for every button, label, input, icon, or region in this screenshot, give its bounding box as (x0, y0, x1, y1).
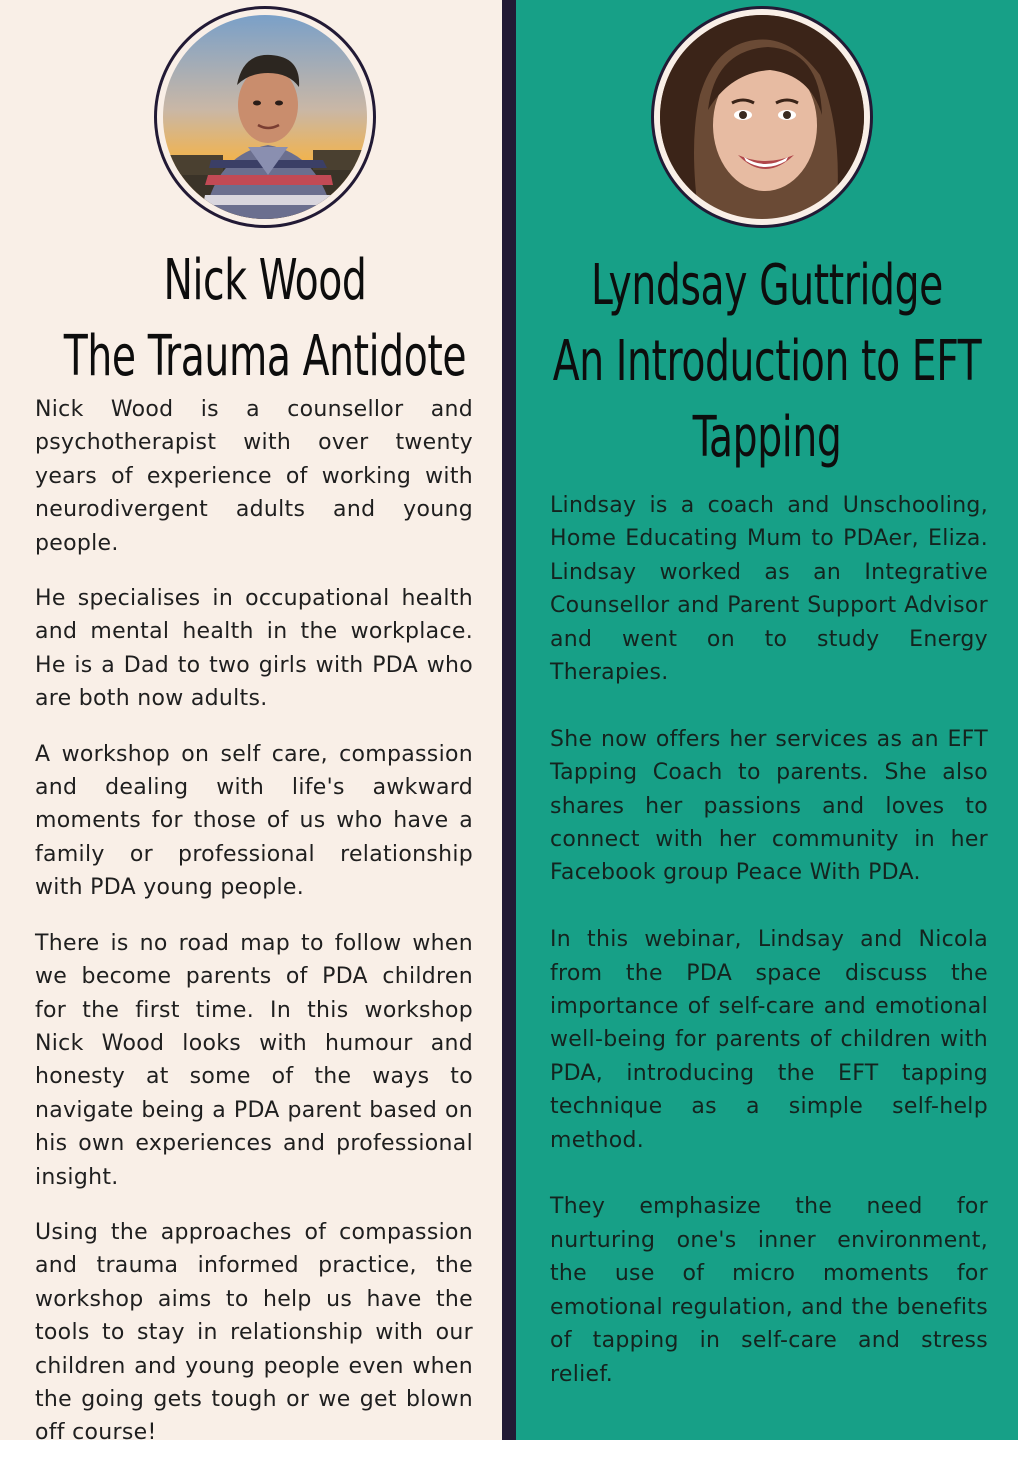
paragraph: Nick Wood is a counsellor and psychotherapist with over twenty years of experience of working with neurodivergent adults and young people. (35, 397, 473, 556)
speaker-name: Nick Wood (163, 248, 367, 313)
right-panel (516, 0, 1018, 1440)
paragraph: Lindsay is a coach and Unschooling, Home Educating Mum to PDAer, Eliza. Lindsay worked as an Integrative Counsellor and Parent Support Advisor and went on to study Energy Therapies. (550, 493, 988, 686)
nick-wood-photo (154, 6, 376, 228)
paragraph: There is no road map to follow when we become parents of PDA children for the first time. In this workshop Nick Wood looks with humour and honesty at some of the ways to navigate being a PDA parent based on his own experiences and professional insight. (35, 930, 473, 1190)
left-panel (0, 0, 502, 1446)
lyndsay-guttridge-portrait-image (660, 15, 864, 219)
session-title: The Trauma Antidote (63, 324, 467, 389)
left-heading (12, 243, 519, 395)
paragraph: A workshop on self care, compassion and dealing with life's awkward moments for those of us who have a family or professional relationship with PDA young people. (35, 741, 473, 901)
paragraph: She now offers her services as an EFT Tapping Coach to parents. She also shares her passions and loves to connect with her community in her Facebook group Peace With PDA. (550, 726, 988, 886)
speaker-name: Lyndsay Guttridge (591, 253, 943, 318)
nick-wood-portrait-image (163, 15, 367, 219)
left-description (35, 393, 473, 1472)
paragraph: In this webinar, Lindsay and Nicola from the PDA space discuss the importance of self-care and emotional well-being for parents of children with PDA, introducing the EFT tapping technique as a simple self-help method. (550, 927, 988, 1153)
paragraph: They emphasize the need for nurturing one's inner environment, the use of micro moments for emotional regulation, and the benefits of tapping in self-care and stress relief. (550, 1194, 988, 1387)
session-title: An Introduction to EFT Tapping (552, 329, 982, 470)
right-description (550, 489, 988, 1424)
paragraph: He specialises in occupational health and mental health in the workplace. He is a Dad to two girls with PDA who are both now adults. (35, 586, 473, 712)
paragraph: Using the approaches of compassion and trauma informed practice, the workshop aims to help us have the tools to stay in relationship with our children and young people even when the going gets tough or we get blown off course! (35, 1219, 473, 1446)
lyndsay-guttridge-photo (651, 6, 873, 228)
column-divider (502, 0, 516, 1440)
right-heading (501, 248, 1018, 476)
